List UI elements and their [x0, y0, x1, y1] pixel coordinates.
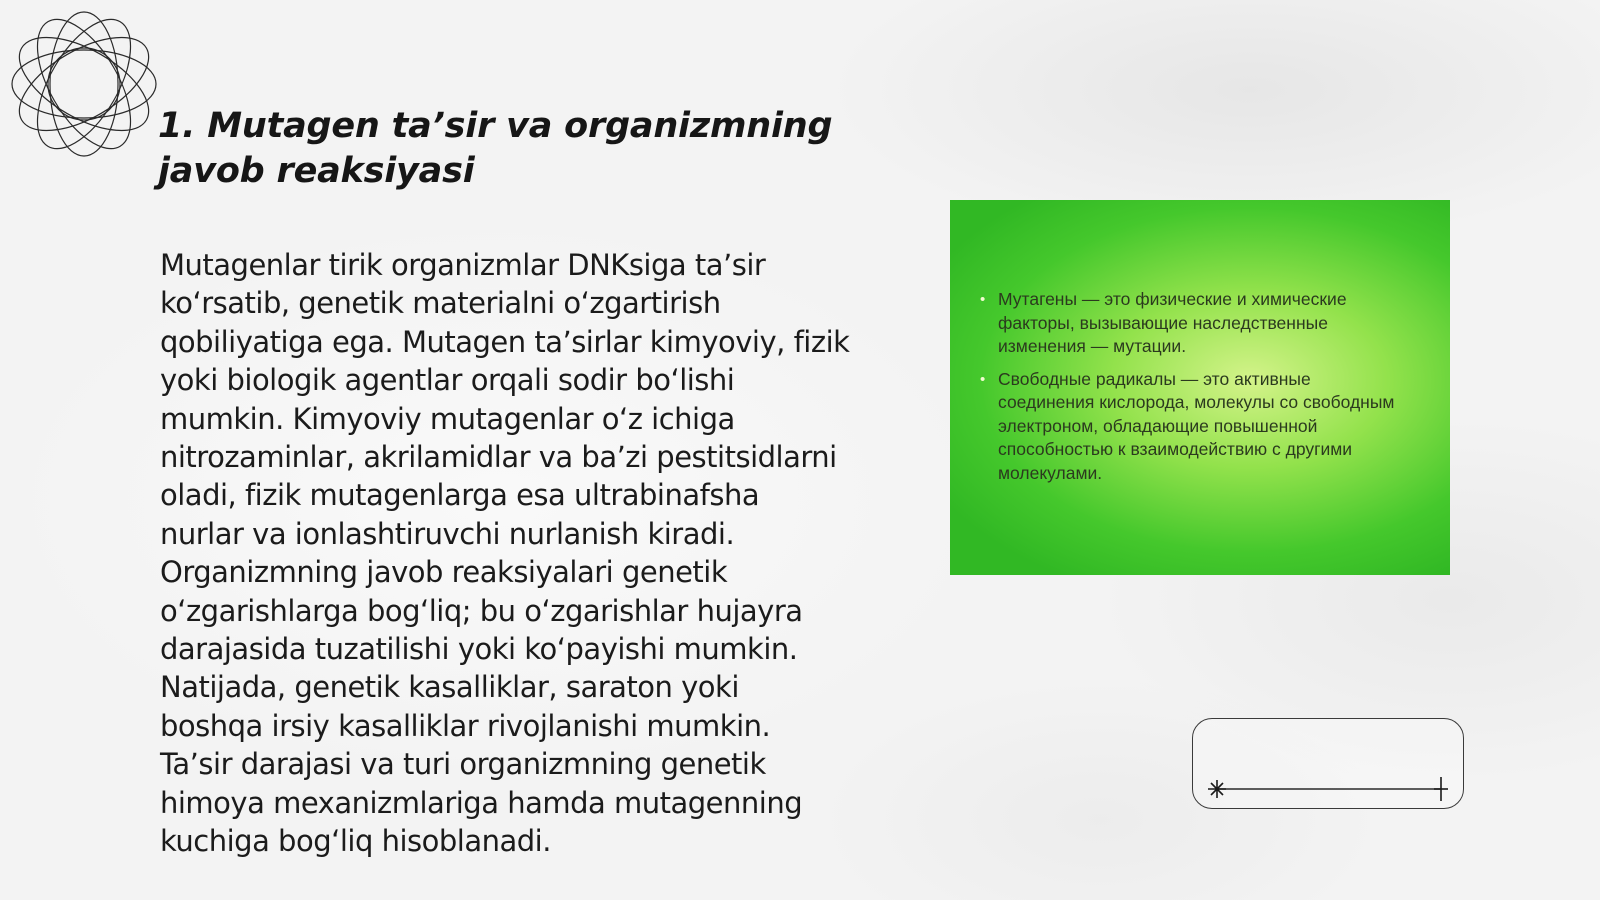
decorative-slider-box: [1192, 718, 1464, 809]
slide-title: 1. Mutagen ta’sir va organizmning javob reaksiyasi: [158, 106, 833, 191]
bullet-icon: •: [980, 291, 986, 308]
card-bullet-text: Свободные радикалы — это активные соединения кислорода, молекулы со свободным электроном, обладающие повышенной способностью к взаимодействию с другими молекулами.: [998, 368, 1395, 483]
card-bullet-text: Мутагены — это физические и химические факторы, вызывающие наследственные изменения — мутации.: [998, 289, 1347, 356]
plus-icon: [1434, 777, 1448, 801]
card-bullet-item: [980, 368, 1410, 486]
body-paragraph: Mutagenlar tirik organizmlar DNKsiga ta’sir ko‘rsatib, genetik materialni o‘zgartirish qobiliyatiga ega. Mutagen ta’sirlar kimyoviy, fizik yoki biologik agentlar orqali sodir bo‘lishi mumkin. Kimyoviy mutagenlar o‘z ichiga nitrozaminlar, akrilamidlar va ba’zi pestitsidlarni oladi, fizik mutagenlarga esa ultrabinafsha nurlar va ionlashtiruvchi nurlanish kiradi. Organizmning javob reaksiyalari genetik o‘zgarishlarga bog‘liq; bu o‘zgarishlar hujayra darajasida tuzatilishi yoki ko‘payishi mumkin. Natijada, genetik kasalliklar, saraton yoki boshqa irsiy kasalliklar rivojlanishi mumkin. Ta’sir darajasi va turi organizmning genetik himoya mexanizmlariga hamda mutagenning kuchiga bog‘liq hisoblanadi.: [160, 248, 850, 859]
green-info-card: [950, 200, 1450, 575]
bullet-icon: •: [980, 370, 986, 388]
card-bullet-list: [980, 288, 1410, 485]
orbit-rings-icon: [8, 8, 160, 160]
sparkle-icon: [1208, 780, 1226, 798]
card-bullet-item: [980, 288, 1410, 359]
